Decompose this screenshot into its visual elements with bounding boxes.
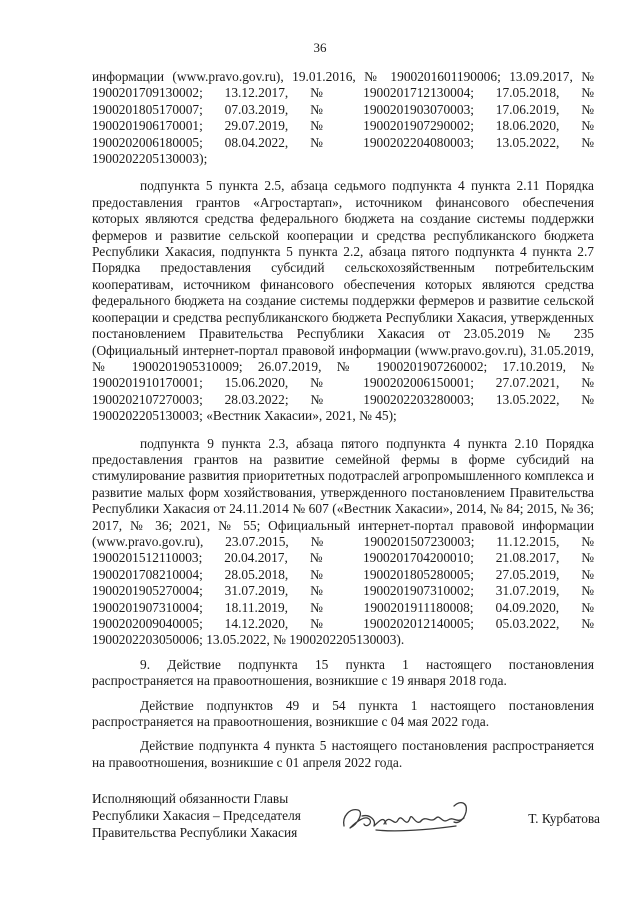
handwritten-signature: [336, 794, 486, 836]
signature-block: [92, 790, 602, 850]
signatory-title-line: Правительства Республики Хакасия: [92, 825, 298, 840]
paragraph-continuation: информации (www.pravo.gov.ru), 19.01.2016, № 1900201601190006; 13.09.2017, № 1900201709130002; 13.12.2017, № 1900201712130004; 17.05.2018, № 1900201805170007; 07.03.2019, № 1900201903070003; 17.06.2019, № 1900201906170001; 29.07.2019, № 1900201907290002; 18.06.2020, № 1900202006180005; 08.04.2022, № 1900202204080003; 13.05.2022, № 1900202205130003);: [92, 69, 594, 167]
paragraph-subclauses-49-54: Действие подпунктов 49 и 54 пункта 1 настоящего постановления распространяется на правоотношения, возникшие с 04 мая 2022 года.: [92, 697, 594, 730]
document-body: [92, 69, 594, 771]
signatory-title-line: Республики Хакасия – Председателя: [92, 808, 301, 823]
signatory-title-line: Исполняющий обязанности Главы: [92, 791, 289, 806]
paragraph-clause-9: 9. Действие подпункта 15 пункта 1 настоящего постановления распространяется на правоотношения, возникшие с 19 января 2018 года.: [92, 656, 594, 689]
signatory-title: [92, 790, 352, 841]
paragraph-subclause-4: Действие подпункта 4 пункта 5 настоящего постановления распространяется на правоотношения, возникшие с 01 апреля 2022 года.: [92, 738, 594, 770]
paragraph-family-farm: подпункта 9 пункта 2.3, абзаца пятого подпункта 4 пункта 2.10 Порядка предоставления грантов на развитие семейной фермы в форме субсидий на стимулирование развития приоритетных подотраслей агропромышленного комплекса и развитие малых форм хозяйствования, утвержденного постановлением Правительства Республики Хакасия от 24.11.2014 № 607 («Вестник Хакасии», 2014, № 84; 2015, № 36; 2017, № 36; 2021, № 55; Официальный интернет-портал правовой информации (www.pravo.gov.ru), 23.07.2015, № 1900201507230003; 11.12.2015, № 1900201512110003; 20.04.2017, № 1900201704200010; 21.08.2017, № 1900201708210004; 28.05.2018, № 1900201805280005; 27.05.2019, № 1900201905270004; 31.07.2019, № 1900201907310002; 31.07.2019, № 1900201907310004; 18.11.2019, № 1900201911180008; 04.09.2020, № 1900202009040005; 14.12.2020, № 1900202012140005; 05.03.2022, № 1900202203050006; 13.05.2022, № 1900202205130003).: [92, 435, 594, 648]
signatory-name: Т. Курбатова: [528, 811, 600, 826]
paragraph-agrostartap: подпункта 5 пункта 2.5, абзаца седьмого подпункта 4 пункта 2.11 Порядка предоставления грантов «Агростартап», источником финансового обеспечения которых являются средства федерального бюджета на создание системы поддержки фермеров и развитие сельской кооперации и средства республиканского бюджета Республики Хакасия, подпункта 5 пункта 2.2, абзаца пятого подпункта 4 пункта 2.7 Порядка предоставления субсидий сельскохозяйственным потребительским кооперативам, источником финансового обеспечения которых являются средства федерального бюджета на создание системы поддержки фермеров и развитие сельской кооперации и средства республиканского бюджета Республики Хакасия, утвержденных постановлением Правительства Республики Хакасия от 23.05.2019 № 235 (Официальный интернет-портал правовой информации (www.pravo.gov.ru), 31.05.2019, № 1900201905310009; 26.07.2019, № 1900201907260002; 17.10.2019, № 1900201910170001; 15.06.2020, № 1900202006150001; 27.07.2021, № 1900202107270003; 28.03.2022; № 1900202203280003; 13.05.2022, № 1900202205130003; «Вестник Хакасии», 2021, № 45);: [92, 178, 594, 424]
page-number: 36: [313, 40, 327, 55]
